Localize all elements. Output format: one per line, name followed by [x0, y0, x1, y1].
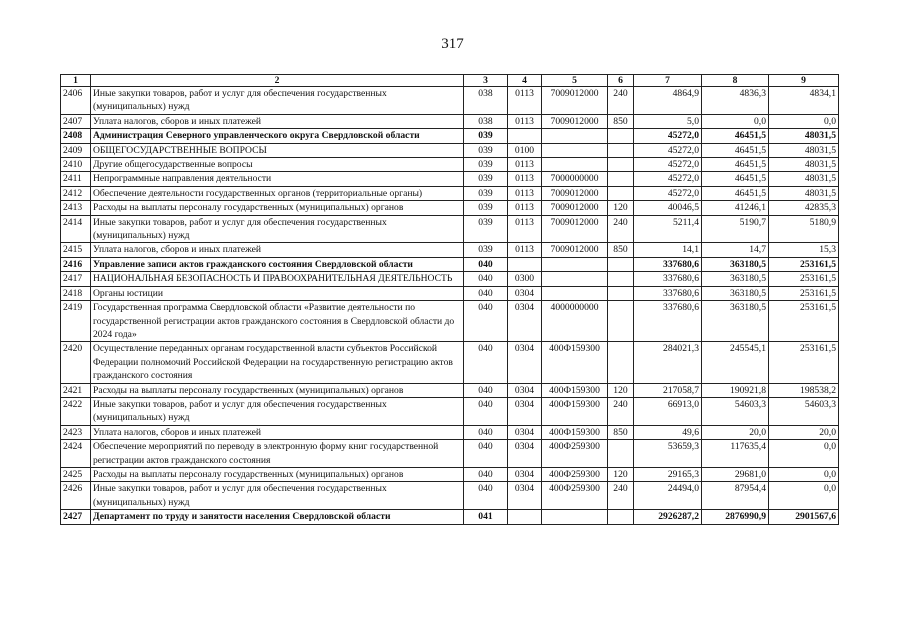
header-cell: 5	[542, 75, 608, 87]
amount-year-2: 46451,5	[702, 172, 769, 186]
expense-type-code: 120	[608, 201, 634, 215]
expense-type-code	[608, 510, 634, 524]
row-number: 2415	[61, 243, 91, 257]
row-name: Расходы на выплаты персоналу государственных (муниципальных) органов	[91, 467, 464, 481]
amount-year-2: 117635,4	[702, 440, 769, 468]
amount-year-1: 217058,7	[634, 383, 702, 397]
target-article-code: 4000000000	[542, 301, 608, 342]
section-code: 0304	[508, 286, 542, 300]
target-article-code: 400Ф159300	[542, 383, 608, 397]
amount-year-3: 54603,3	[769, 397, 839, 425]
amount-year-2: 87954,4	[702, 482, 769, 510]
row-name: Уплата налогов, сборов и иных платежей	[91, 425, 464, 439]
expense-type-code: 120	[608, 467, 634, 481]
ministry-code: 040	[464, 397, 508, 425]
amount-year-1: 29165,3	[634, 467, 702, 481]
target-article-code	[542, 158, 608, 172]
amount-year-2: 46451,5	[702, 143, 769, 157]
amount-year-1: 45272,0	[634, 172, 702, 186]
target-article-code: 400Ф159300	[542, 342, 608, 383]
amount-year-3: 42835,3	[769, 201, 839, 215]
target-article-code	[542, 286, 608, 300]
ministry-code: 039	[464, 158, 508, 172]
table-row	[61, 510, 839, 524]
ministry-code: 040	[464, 301, 508, 342]
amount-year-2: 363180,5	[702, 272, 769, 286]
amount-year-3: 20,0	[769, 425, 839, 439]
ministry-code: 040	[464, 286, 508, 300]
amount-year-3: 48031,5	[769, 172, 839, 186]
amount-year-2: 54603,3	[702, 397, 769, 425]
table-row	[61, 383, 839, 397]
amount-year-2: 46451,5	[702, 186, 769, 200]
row-number: 2409	[61, 143, 91, 157]
expense-type-code: 240	[608, 482, 634, 510]
amount-year-3: 0,0	[769, 467, 839, 481]
amount-year-3: 0,0	[769, 440, 839, 468]
amount-year-1: 45272,0	[634, 143, 702, 157]
section-code: 0304	[508, 301, 542, 342]
target-article-code: 7009012000	[542, 243, 608, 257]
table-row	[61, 186, 839, 200]
table-row	[61, 482, 839, 510]
expense-type-code	[608, 342, 634, 383]
row-number: 2414	[61, 215, 91, 243]
target-article-code: 400Ф159300	[542, 397, 608, 425]
amount-year-3: 2901567,6	[769, 510, 839, 524]
ministry-code: 040	[464, 425, 508, 439]
row-number: 2407	[61, 114, 91, 128]
header-row	[61, 75, 839, 87]
section-code: 0113	[508, 243, 542, 257]
amount-year-1: 45272,0	[634, 186, 702, 200]
target-article-code: 400Ф259300	[542, 482, 608, 510]
target-article-code: 7009012000	[542, 186, 608, 200]
amount-year-3: 253161,5	[769, 257, 839, 271]
target-article-code: 7000000000	[542, 172, 608, 186]
row-name: Иные закупки товаров, работ и услуг для обеспечения государственных (муниципальных) нужд	[91, 397, 464, 425]
budget-table	[60, 74, 839, 525]
amount-year-1: 14,1	[634, 243, 702, 257]
table-row	[61, 129, 839, 143]
row-number: 2406	[61, 87, 91, 115]
ministry-code: 040	[464, 467, 508, 481]
row-name: Иные закупки товаров, работ и услуг для обеспечения государственных (муниципальных) нужд	[91, 482, 464, 510]
expense-type-code: 240	[608, 397, 634, 425]
amount-year-1: 49,6	[634, 425, 702, 439]
expense-type-code	[608, 186, 634, 200]
table-row	[61, 301, 839, 342]
table-row	[61, 272, 839, 286]
table-row	[61, 143, 839, 157]
target-article-code: 7009012000	[542, 87, 608, 115]
amount-year-1: 337680,6	[634, 272, 702, 286]
section-code	[508, 510, 542, 524]
expense-type-code	[608, 257, 634, 271]
section-code: 0113	[508, 201, 542, 215]
target-article-code: 400Ф159300	[542, 425, 608, 439]
expense-type-code: 850	[608, 243, 634, 257]
target-article-code: 400Ф259300	[542, 467, 608, 481]
amount-year-1: 40046,5	[634, 201, 702, 215]
amount-year-2: 5190,7	[702, 215, 769, 243]
row-name: Уплата налогов, сборов и иных платежей	[91, 114, 464, 128]
row-name: Непрограммные направления деятельности	[91, 172, 464, 186]
table-row	[61, 342, 839, 383]
row-name: Администрация Северного управленческого округа Свердловской области	[91, 129, 464, 143]
amount-year-2: 363180,5	[702, 286, 769, 300]
expense-type-code: 240	[608, 87, 634, 115]
header-cell: 2	[91, 75, 464, 87]
amount-year-1: 337680,6	[634, 286, 702, 300]
expense-type-code: 120	[608, 383, 634, 397]
row-number: 2408	[61, 129, 91, 143]
table-row	[61, 425, 839, 439]
section-code	[508, 129, 542, 143]
row-name: Другие общегосударственные вопросы	[91, 158, 464, 172]
target-article-code: 400Ф259300	[542, 440, 608, 468]
row-number: 2413	[61, 201, 91, 215]
row-number: 2427	[61, 510, 91, 524]
section-code: 0304	[508, 482, 542, 510]
page-number: 317	[441, 36, 464, 52]
target-article-code	[542, 510, 608, 524]
expense-type-code: 850	[608, 425, 634, 439]
section-code: 0304	[508, 383, 542, 397]
amount-year-2: 46451,5	[702, 158, 769, 172]
amount-year-3: 253161,5	[769, 342, 839, 383]
section-code: 0113	[508, 186, 542, 200]
section-code	[508, 257, 542, 271]
amount-year-3: 48031,5	[769, 158, 839, 172]
ministry-code: 039	[464, 215, 508, 243]
amount-year-3: 198538,2	[769, 383, 839, 397]
header-cell: 1	[61, 75, 91, 87]
table-row	[61, 440, 839, 468]
row-name: Иные закупки товаров, работ и услуг для обеспечения государственных (муниципальных) нужд	[91, 215, 464, 243]
section-code: 0113	[508, 215, 542, 243]
amount-year-1: 45272,0	[634, 158, 702, 172]
row-number: 2412	[61, 186, 91, 200]
ministry-code: 039	[464, 172, 508, 186]
row-name: Иные закупки товаров, работ и услуг для обеспечения государственных (муниципальных) нужд	[91, 87, 464, 115]
table-row	[61, 243, 839, 257]
amount-year-3: 0,0	[769, 482, 839, 510]
ministry-code: 038	[464, 87, 508, 115]
ministry-code: 040	[464, 482, 508, 510]
target-article-code: 7009012000	[542, 201, 608, 215]
expense-type-code	[608, 440, 634, 468]
section-code: 0113	[508, 114, 542, 128]
ministry-code: 040	[464, 342, 508, 383]
expense-type-code: 850	[608, 114, 634, 128]
expense-type-code	[608, 129, 634, 143]
row-number: 2422	[61, 397, 91, 425]
amount-year-2: 2876990,9	[702, 510, 769, 524]
row-number: 2421	[61, 383, 91, 397]
amount-year-2: 14,7	[702, 243, 769, 257]
header-cell: 6	[608, 75, 634, 87]
section-code: 0304	[508, 425, 542, 439]
row-name: Уплата налогов, сборов и иных платежей	[91, 243, 464, 257]
table-row	[61, 172, 839, 186]
expense-type-code	[608, 301, 634, 342]
amount-year-1: 5211,4	[634, 215, 702, 243]
section-code: 0304	[508, 397, 542, 425]
section-code: 0113	[508, 87, 542, 115]
row-number: 2417	[61, 272, 91, 286]
table-row	[61, 201, 839, 215]
row-number: 2424	[61, 440, 91, 468]
section-code: 0113	[508, 172, 542, 186]
table-row	[61, 114, 839, 128]
amount-year-2: 29681,0	[702, 467, 769, 481]
target-article-code	[542, 143, 608, 157]
ministry-code: 039	[464, 129, 508, 143]
section-code: 0304	[508, 342, 542, 383]
target-article-code	[542, 272, 608, 286]
expense-type-code	[608, 286, 634, 300]
ministry-code: 040	[464, 272, 508, 286]
header-cell: 8	[702, 75, 769, 87]
amount-year-1: 4864,9	[634, 87, 702, 115]
row-number: 2420	[61, 342, 91, 383]
row-name: Государственная программа Свердловской области «Развитие деятельности по государственной регистрации актов гражданского состояния в Свердловской области до 2024 года»	[91, 301, 464, 342]
amount-year-3: 15,3	[769, 243, 839, 257]
expense-type-code	[608, 158, 634, 172]
ministry-code: 039	[464, 186, 508, 200]
table-row	[61, 397, 839, 425]
ministry-code: 039	[464, 143, 508, 157]
amount-year-2: 363180,5	[702, 257, 769, 271]
row-number: 2418	[61, 286, 91, 300]
row-name: Органы юстиции	[91, 286, 464, 300]
row-number: 2423	[61, 425, 91, 439]
row-number: 2410	[61, 158, 91, 172]
amount-year-2: 245545,1	[702, 342, 769, 383]
row-name: Департамент по труду и занятости населения Свердловской области	[91, 510, 464, 524]
target-article-code: 7009012000	[542, 215, 608, 243]
amount-year-1: 66913,0	[634, 397, 702, 425]
section-code: 0300	[508, 272, 542, 286]
row-name: Обеспечение деятельности государственных органов (территориальные органы)	[91, 186, 464, 200]
ministry-code: 041	[464, 510, 508, 524]
ministry-code: 039	[464, 201, 508, 215]
row-number: 2425	[61, 467, 91, 481]
amount-year-2: 190921,8	[702, 383, 769, 397]
amount-year-3: 253161,5	[769, 301, 839, 342]
amount-year-1: 24494,0	[634, 482, 702, 510]
amount-year-1: 53659,3	[634, 440, 702, 468]
amount-year-3: 253161,5	[769, 272, 839, 286]
amount-year-2: 363180,5	[702, 301, 769, 342]
table-row	[61, 257, 839, 271]
table-body	[61, 87, 839, 525]
row-name: Управление записи актов гражданского состояния Свердловской области	[91, 257, 464, 271]
amount-year-2: 41246,1	[702, 201, 769, 215]
row-name: Расходы на выплаты персоналу государственных (муниципальных) органов	[91, 201, 464, 215]
amount-year-1: 337680,6	[634, 257, 702, 271]
expense-type-code: 240	[608, 215, 634, 243]
amount-year-1: 284021,3	[634, 342, 702, 383]
amount-year-1: 2926287,2	[634, 510, 702, 524]
amount-year-3: 48031,5	[769, 129, 839, 143]
header-cell: 3	[464, 75, 508, 87]
section-code: 0113	[508, 158, 542, 172]
header-cell: 7	[634, 75, 702, 87]
table-row	[61, 467, 839, 481]
amount-year-1: 5,0	[634, 114, 702, 128]
row-name: ОБЩЕГОСУДАРСТВЕННЫЕ ВОПРОСЫ	[91, 143, 464, 157]
amount-year-3: 48031,5	[769, 143, 839, 157]
table-row	[61, 286, 839, 300]
amount-year-2: 0,0	[702, 114, 769, 128]
ministry-code: 038	[464, 114, 508, 128]
table-row	[61, 87, 839, 115]
row-number: 2416	[61, 257, 91, 271]
ministry-code: 039	[464, 243, 508, 257]
header-cell: 9	[769, 75, 839, 87]
section-code: 0100	[508, 143, 542, 157]
row-name: Осуществление переданных органам государственной власти субъектов Российской Федерации полномочий Российской Федерации на государственную регистрацию актов гражданского состояния	[91, 342, 464, 383]
row-number: 2419	[61, 301, 91, 342]
row-number: 2411	[61, 172, 91, 186]
expense-type-code	[608, 143, 634, 157]
row-name: НАЦИОНАЛЬНАЯ БЕЗОПАСНОСТЬ И ПРАВООХРАНИТЕЛЬНАЯ ДЕЯТЕЛЬНОСТЬ	[91, 272, 464, 286]
header-cell: 4	[508, 75, 542, 87]
amount-year-3: 253161,5	[769, 286, 839, 300]
amount-year-1: 45272,0	[634, 129, 702, 143]
amount-year-3: 48031,5	[769, 186, 839, 200]
row-number: 2426	[61, 482, 91, 510]
target-article-code	[542, 129, 608, 143]
amount-year-2: 46451,5	[702, 129, 769, 143]
section-code: 0304	[508, 440, 542, 468]
table-row	[61, 215, 839, 243]
amount-year-2: 20,0	[702, 425, 769, 439]
ministry-code: 040	[464, 383, 508, 397]
table-row	[61, 158, 839, 172]
target-article-code	[542, 257, 608, 271]
amount-year-2: 4836,3	[702, 87, 769, 115]
amount-year-3: 5180,9	[769, 215, 839, 243]
target-article-code: 7009012000	[542, 114, 608, 128]
row-name: Расходы на выплаты персоналу государственных (муниципальных) органов	[91, 383, 464, 397]
amount-year-3: 0,0	[769, 114, 839, 128]
amount-year-3: 4834,1	[769, 87, 839, 115]
section-code: 0304	[508, 467, 542, 481]
expense-type-code	[608, 172, 634, 186]
row-name: Обеспечение мероприятий по переводу в электронную форму книг государственной регистрации актов гражданского состояния	[91, 440, 464, 468]
ministry-code: 040	[464, 440, 508, 468]
ministry-code: 040	[464, 257, 508, 271]
expense-type-code	[608, 272, 634, 286]
amount-year-1: 337680,6	[634, 301, 702, 342]
